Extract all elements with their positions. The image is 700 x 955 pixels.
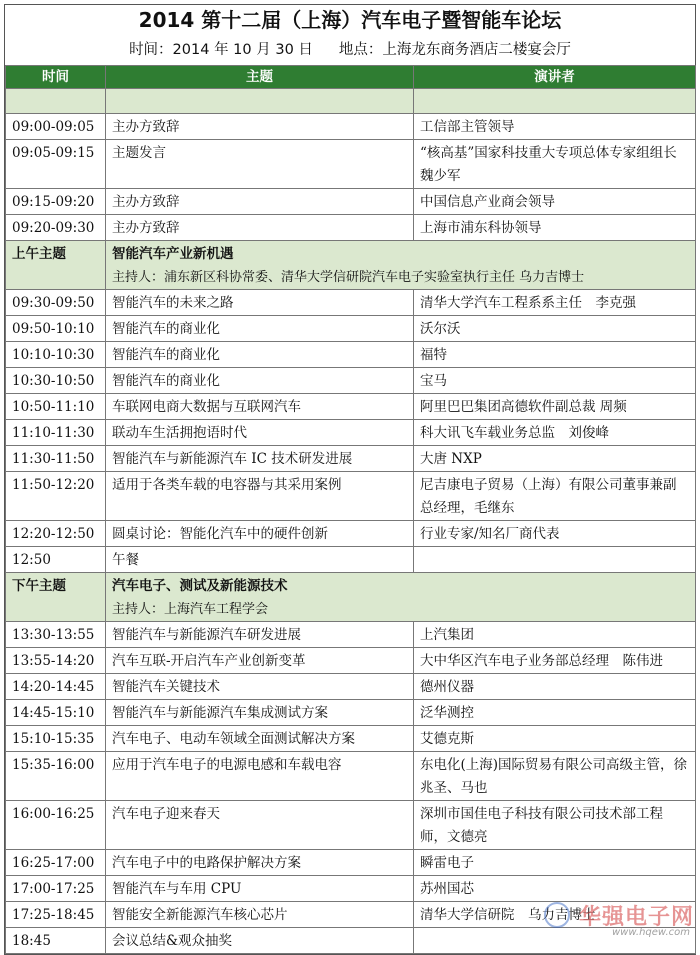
topic-cell: 汽车电子迎来春天 bbox=[106, 801, 414, 850]
time-cell: 09:00-09:05 bbox=[6, 114, 106, 140]
time-cell: 13:30-13:55 bbox=[6, 622, 106, 648]
topic-cell: 智能安全新能源汽车核心芯片 bbox=[106, 902, 414, 928]
table-row bbox=[6, 420, 696, 446]
section-detail bbox=[106, 573, 696, 622]
section-topic: 智能汽车产业新机遇 bbox=[112, 246, 234, 262]
time-cell: 09:20-09:30 bbox=[6, 215, 106, 241]
topic-cell: 智能汽车的未来之路 bbox=[106, 290, 414, 316]
table-row bbox=[6, 189, 696, 215]
table-row bbox=[6, 622, 696, 648]
speaker-cell: 泛华测控 bbox=[414, 700, 696, 726]
speaker-cell: “核高基”国家科技重大专项总体专家组组长 魏少军 bbox=[414, 140, 696, 189]
topic-cell: 适用于各类车载的电容器与其采用案例 bbox=[106, 472, 414, 521]
table-row bbox=[6, 850, 696, 876]
event-venue: 地点：上海龙东商务酒店二楼宴会厅 bbox=[338, 42, 571, 58]
speaker-cell: 上海市浦东科协领导 bbox=[414, 215, 696, 241]
topic-cell: 主办方致辞 bbox=[106, 114, 414, 140]
time-cell: 09:30-09:50 bbox=[6, 290, 106, 316]
spacer-cell bbox=[414, 89, 696, 114]
time-cell: 09:15-09:20 bbox=[6, 189, 106, 215]
speaker-cell: 工信部主管领导 bbox=[414, 114, 696, 140]
table-row bbox=[6, 472, 696, 521]
topic-cell: 智能汽车与新能源汽车集成测试方案 bbox=[106, 700, 414, 726]
section-row bbox=[6, 573, 696, 622]
topic-cell: 智能汽车的商业化 bbox=[106, 342, 414, 368]
topic-cell: 智能汽车与车用 CPU bbox=[106, 876, 414, 902]
time-cell: 12:20-12:50 bbox=[6, 521, 106, 547]
time-cell: 15:10-15:35 bbox=[6, 726, 106, 752]
speaker-cell: 上汽集团 bbox=[414, 622, 696, 648]
table-header-row bbox=[6, 66, 696, 89]
table-row bbox=[6, 290, 696, 316]
topic-cell: 主题发言 bbox=[106, 140, 414, 189]
table-row bbox=[6, 521, 696, 547]
table-row bbox=[6, 394, 696, 420]
topic-cell: 主办方致辞 bbox=[106, 215, 414, 241]
speaker-cell: 东电化(上海)国际贸易有限公司高级主管，徐兆圣、马也 bbox=[414, 752, 696, 801]
watermark-text: 华强电子网 bbox=[578, 905, 694, 930]
time-cell: 17:00-17:25 bbox=[6, 876, 106, 902]
agenda-table bbox=[5, 65, 696, 954]
section-host: 主持人：浦东新区科协常委、清华大学信研院汽车电子实验室执行主任 乌力吉博士 bbox=[112, 270, 585, 285]
table-row bbox=[6, 316, 696, 342]
topic-cell: 圆桌讨论：智能化汽车中的硬件创新 bbox=[106, 521, 414, 547]
table-row bbox=[6, 876, 696, 902]
table-row bbox=[6, 368, 696, 394]
column-header-speaker: 演讲者 bbox=[414, 66, 696, 89]
table-row bbox=[6, 140, 696, 189]
topic-cell: 会议总结&观众抽奖 bbox=[106, 928, 414, 954]
section-label: 上午主题 bbox=[6, 241, 106, 290]
column-header-topic: 主题 bbox=[106, 66, 414, 89]
speaker-cell: 苏州国芯 bbox=[414, 876, 696, 902]
page-title: 2014 第十二届（上海）汽车电子暨智能车论坛 bbox=[138, 8, 562, 32]
time-cell: 12:50 bbox=[6, 547, 106, 573]
table-row bbox=[6, 215, 696, 241]
time-cell: 15:35-16:00 bbox=[6, 752, 106, 801]
event-meta bbox=[5, 35, 695, 65]
time-cell: 09:50-10:10 bbox=[6, 316, 106, 342]
topic-cell: 主办方致辞 bbox=[106, 189, 414, 215]
watermark bbox=[544, 900, 694, 942]
topic-cell: 联动车生活拥抱语时代 bbox=[106, 420, 414, 446]
time-cell: 10:30-10:50 bbox=[6, 368, 106, 394]
speaker-cell: 瞬雷电子 bbox=[414, 850, 696, 876]
topic-cell: 智能汽车与新能源汽车 IC 技术研发进展 bbox=[106, 446, 414, 472]
table-row bbox=[6, 342, 696, 368]
speaker-cell: 福特 bbox=[414, 342, 696, 368]
speaker-cell: 宝马 bbox=[414, 368, 696, 394]
speaker-cell: 大中华区汽车电子业务部总经理 陈伟进 bbox=[414, 648, 696, 674]
speaker-cell: 阿里巴巴集团高德软件副总裁 周频 bbox=[414, 394, 696, 420]
agenda-sheet bbox=[4, 4, 696, 955]
table-row bbox=[6, 114, 696, 140]
time-cell: 11:30-11:50 bbox=[6, 446, 106, 472]
watermark-logo-icon bbox=[544, 902, 570, 928]
section-label: 下午主题 bbox=[6, 573, 106, 622]
speaker-cell: 大唐 NXP bbox=[414, 446, 696, 472]
speaker-cell: 艾德克斯 bbox=[414, 726, 696, 752]
section-topic: 汽车电子、测试及新能源技术 bbox=[112, 578, 288, 594]
spacer-cell bbox=[6, 89, 106, 114]
table-row bbox=[6, 752, 696, 801]
topic-cell: 智能汽车与新能源汽车研发进展 bbox=[106, 622, 414, 648]
time-cell: 14:45-15:10 bbox=[6, 700, 106, 726]
table-row bbox=[6, 648, 696, 674]
speaker-cell bbox=[414, 547, 696, 573]
table-row bbox=[6, 700, 696, 726]
speaker-cell: 清华大学信研院 乌力吉博士 bbox=[414, 902, 696, 928]
speaker-cell: 行业专家/知名厂商代表 bbox=[414, 521, 696, 547]
section-row bbox=[6, 241, 696, 290]
speaker-cell: 中国信息产业商会领导 bbox=[414, 189, 696, 215]
time-cell: 11:10-11:30 bbox=[6, 420, 106, 446]
time-cell: 09:05-09:15 bbox=[6, 140, 106, 189]
time-cell: 14:20-14:45 bbox=[6, 674, 106, 700]
column-header-time: 时间 bbox=[6, 66, 106, 89]
topic-cell: 汽车电子中的电路保护解决方案 bbox=[106, 850, 414, 876]
time-cell: 10:10-10:30 bbox=[6, 342, 106, 368]
table-row bbox=[6, 547, 696, 573]
table-row bbox=[6, 446, 696, 472]
section-host: 主持人：上海汽车工程学会 bbox=[112, 602, 269, 617]
event-time: 时间：2014 年 10 月 30 日 bbox=[129, 42, 313, 58]
spacer-row bbox=[6, 89, 696, 114]
topic-cell: 智能汽车的商业化 bbox=[106, 368, 414, 394]
section-detail bbox=[106, 241, 696, 290]
speaker-cell: 清华大学汽车工程系系主任 李克强 bbox=[414, 290, 696, 316]
watermark-url: www.hqew.com bbox=[612, 927, 690, 938]
topic-cell: 智能汽车关键技术 bbox=[106, 674, 414, 700]
topic-cell: 车联网电商大数据与互联网汽车 bbox=[106, 394, 414, 420]
speaker-cell: 尼吉康电子贸易（上海）有限公司董事兼副总经理，毛继东 bbox=[414, 472, 696, 521]
speaker-cell: 德州仪器 bbox=[414, 674, 696, 700]
table-row bbox=[6, 726, 696, 752]
time-cell: 11:50-12:20 bbox=[6, 472, 106, 521]
topic-cell: 智能汽车的商业化 bbox=[106, 316, 414, 342]
time-cell: 16:25-17:00 bbox=[6, 850, 106, 876]
topic-cell: 应用于汽车电子的电源电感和车载电容 bbox=[106, 752, 414, 801]
speaker-cell: 沃尔沃 bbox=[414, 316, 696, 342]
time-cell: 16:00-16:25 bbox=[6, 801, 106, 850]
topic-cell: 汽车电子、电动车领域全面测试解决方案 bbox=[106, 726, 414, 752]
topic-cell: 汽车互联-开启汽车产业创新变革 bbox=[106, 648, 414, 674]
speaker-cell: 深圳市国佳电子科技有限公司技术部工程师，文德亮 bbox=[414, 801, 696, 850]
table-row bbox=[6, 674, 696, 700]
time-cell: 18:45 bbox=[6, 928, 106, 954]
time-cell: 10:50-11:10 bbox=[6, 394, 106, 420]
time-cell: 13:55-14:20 bbox=[6, 648, 106, 674]
spacer-cell bbox=[106, 89, 414, 114]
speaker-cell: 科大讯飞车载业务总监 刘俊峰 bbox=[414, 420, 696, 446]
agenda-body bbox=[6, 89, 696, 954]
topic-cell: 午餐 bbox=[106, 547, 414, 573]
time-cell: 17:25-18:45 bbox=[6, 902, 106, 928]
table-row bbox=[6, 801, 696, 850]
